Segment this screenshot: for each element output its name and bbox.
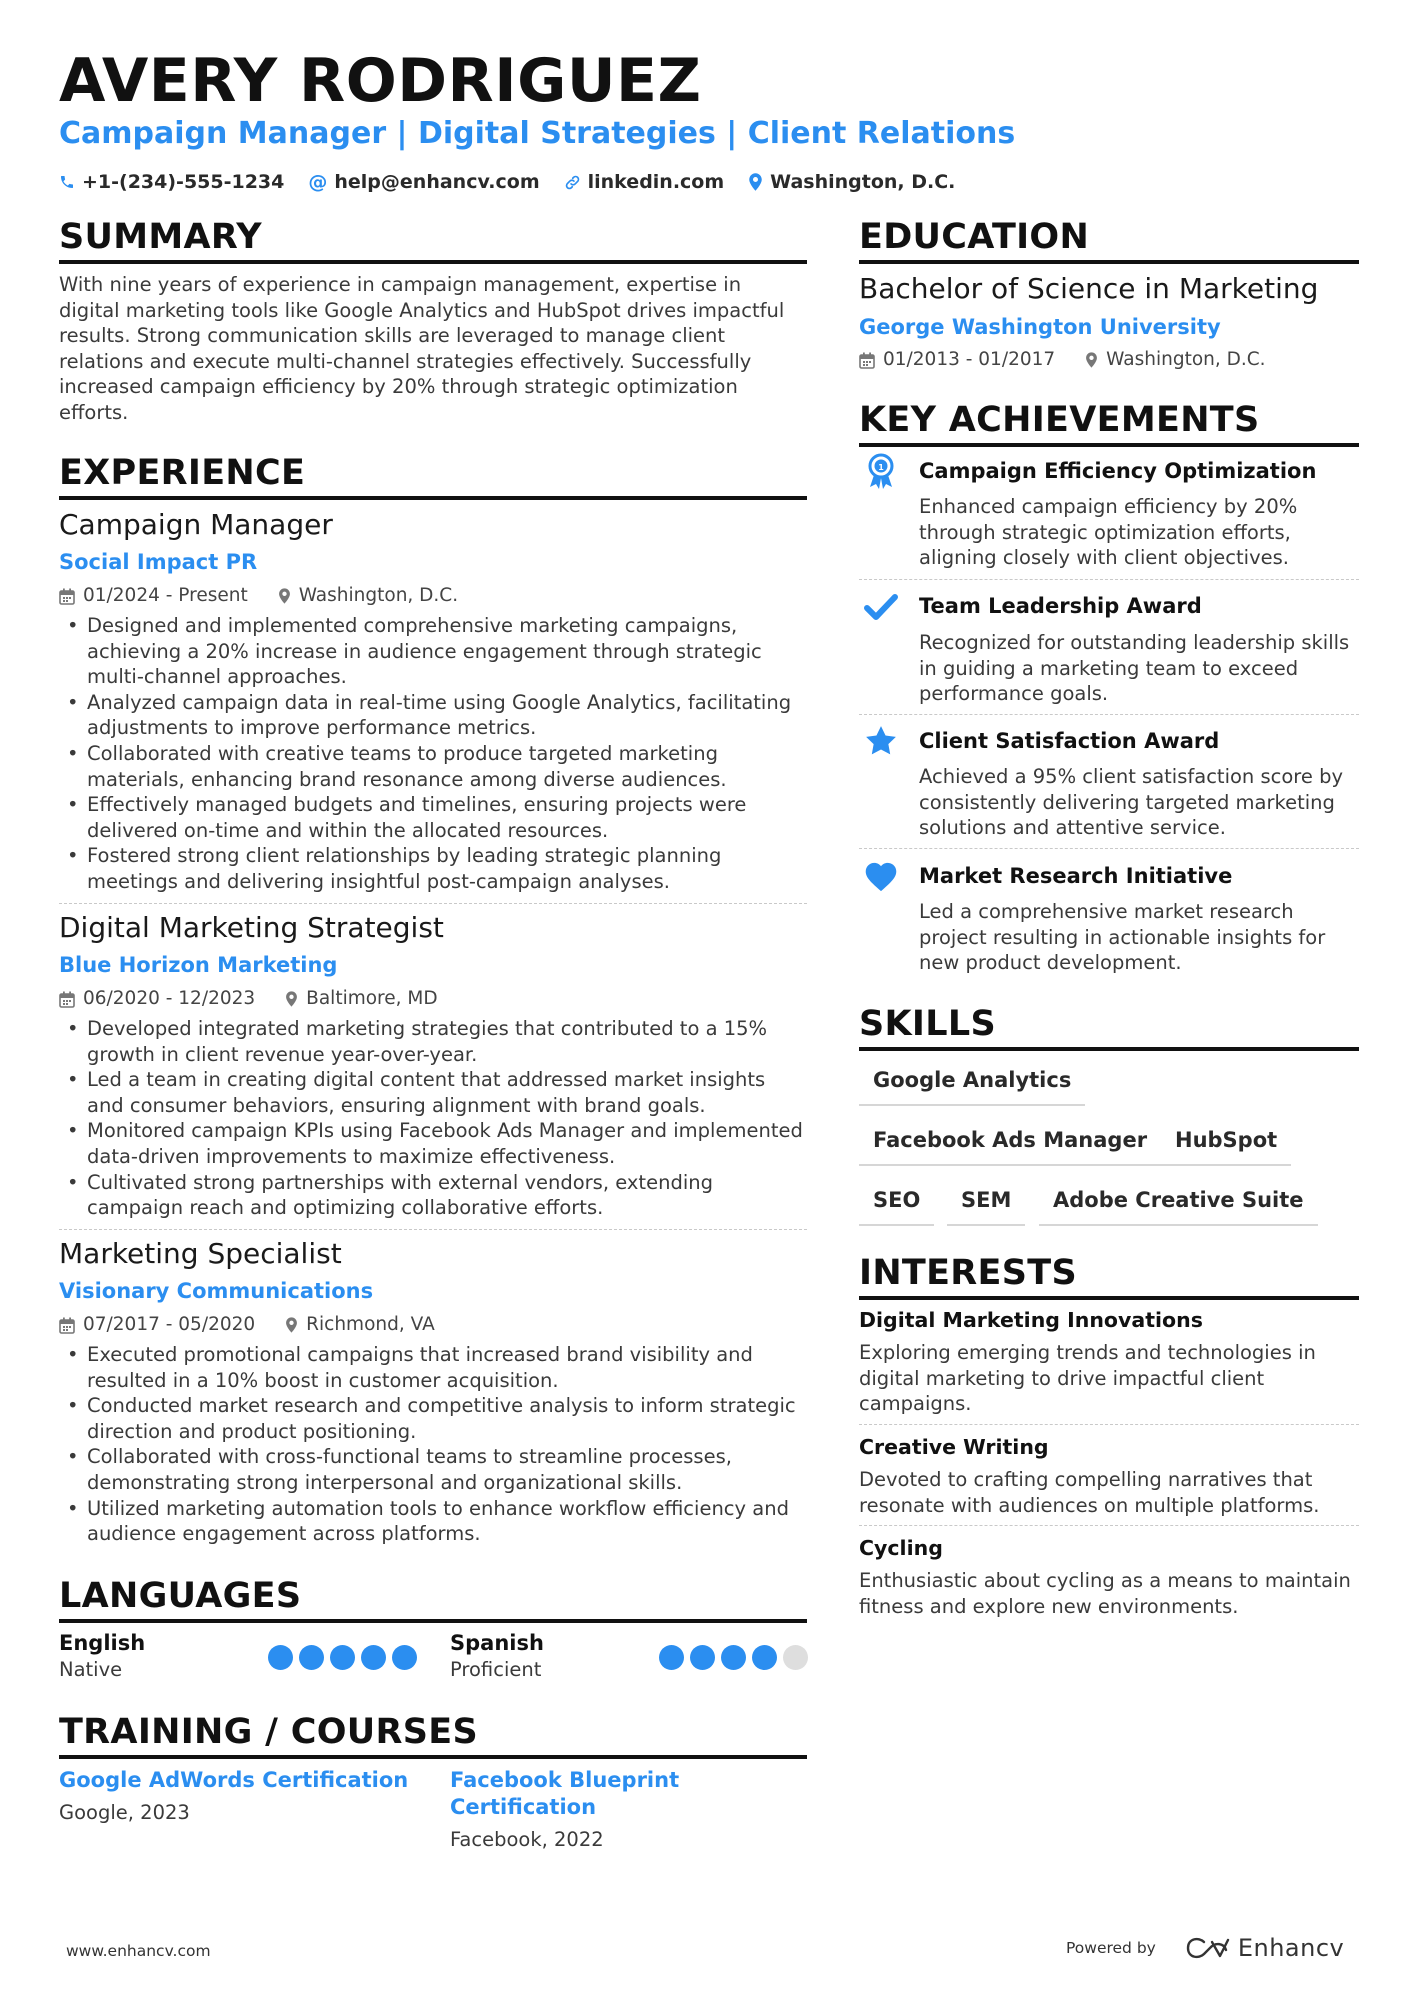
list-item: • Collaborated with cross-functional teams to streamline processes, demonstrating strong interpersonal and organizational skills. <box>59 1444 807 1495</box>
list-item: • Designed and implemented comprehensive marketing campaigns, achieving a 20% increase in audience engagement through strategic multi-channel approaches. <box>59 613 807 690</box>
job-company: Visionary Communications <box>59 1279 374 1303</box>
education-heading: EDUCATION <box>859 217 1090 257</box>
skills-rule <box>859 1047 1359 1051</box>
achievements-heading: KEY ACHIEVEMENTS <box>859 400 1260 440</box>
skill-tag: Facebook Ads Manager <box>859 1126 1161 1166</box>
job-meta <box>59 1313 807 1337</box>
job-bullets <box>59 1342 807 1547</box>
contact-linkedin-text: linkedin.com <box>587 171 725 193</box>
job-company: Social Impact PR <box>59 550 258 574</box>
list-item: • Conducted market research and competitive analysis to inform strategic direction and product positioning. <box>59 1393 807 1444</box>
award-ribbon-icon <box>863 453 899 489</box>
language-rating <box>659 1645 814 1670</box>
calendar-icon <box>59 991 75 1008</box>
job-meta <box>59 987 807 1011</box>
job-dates: 01/2024 - Present <box>83 585 248 606</box>
job-dates: 06/2020 - 12/2023 <box>83 988 256 1009</box>
achievements-rule <box>859 443 1359 447</box>
contact-email-text: help@enhancv.com <box>334 171 540 193</box>
divider <box>59 1229 807 1230</box>
calendar-icon <box>59 1317 75 1334</box>
location-icon <box>278 588 291 604</box>
rating-dot-filled <box>361 1645 386 1670</box>
candidate-name: AVERY RODRIGUEZ <box>59 46 702 116</box>
contact-location-text: Washington, D.C. <box>770 171 956 193</box>
list-item: • Collaborated with creative teams to produce targeted marketing materials, enhancing brand resonance among diverse audiences. <box>59 741 807 792</box>
interest-title: Creative Writing <box>859 1435 1049 1459</box>
language-level: Proficient <box>450 1658 542 1681</box>
summary-heading: SUMMARY <box>59 217 262 257</box>
checkmark-icon <box>863 590 899 626</box>
divider <box>859 848 1359 849</box>
rating-dot-filled <box>330 1645 355 1670</box>
rating-dot-filled <box>659 1645 684 1670</box>
job-bullets <box>59 613 807 895</box>
job-company: Blue Horizon Marketing <box>59 953 338 977</box>
location-icon <box>285 991 298 1007</box>
list-item: • Led a team in creating digital content that addressed market insights and consumer behaviors, ensuring alignment with brand goals. <box>59 1067 807 1118</box>
achievement-title: Team Leadership Award <box>919 594 1202 618</box>
contact-bar <box>59 168 979 196</box>
job-location: Baltimore, MD <box>306 988 438 1009</box>
skill-tag: Google Analytics <box>859 1066 1085 1106</box>
education-meta <box>859 348 1359 372</box>
job-meta <box>59 584 807 608</box>
job-location: Richmond, VA <box>306 1314 435 1335</box>
divider <box>859 714 1359 715</box>
language-name: Spanish <box>450 1631 544 1655</box>
achievement-title: Client Satisfaction Award <box>919 729 1220 753</box>
education-dates: 01/2013 - 01/2017 <box>883 349 1056 370</box>
education-location: Washington, D.C. <box>1106 349 1266 370</box>
achievement-desc: Led a comprehensive market research project resulting in actionable insights for new product development. <box>919 900 1326 975</box>
heart-icon <box>863 858 899 894</box>
interest-desc: Devoted to crafting compelling narratives that resonate with audiences on multiple platforms. <box>859 1468 1320 1517</box>
training-heading: TRAINING / COURSES <box>59 1712 478 1752</box>
divider <box>859 579 1359 580</box>
enhancv-logo-icon <box>1184 1936 1230 1960</box>
languages-rule <box>59 1619 807 1623</box>
course-meta: Google, 2023 <box>59 1801 190 1824</box>
course-name: Google AdWords Certification <box>59 1768 409 1792</box>
list-item: • Analyzed campaign data in real-time using Google Analytics, facilitating adjustments to improve performance metrics. <box>59 690 807 741</box>
education-school: George Washington University <box>859 315 1221 339</box>
list-item: • Developed integrated marketing strategies that contributed to a 15% growth in client revenue year-over-year. <box>59 1016 807 1067</box>
achievement-title: Market Research Initiative <box>919 864 1233 888</box>
contact-location <box>748 171 955 193</box>
interest-desc: Exploring emerging trends and technologies in digital marketing to drive impactful client campaigns. <box>859 1341 1316 1416</box>
job-title: Digital Marketing Strategist <box>59 911 444 944</box>
skill-tag: HubSpot <box>1161 1126 1291 1166</box>
list-item: • Monitored campaign KPIs using Facebook Ads Manager and implemented data-driven improvements to maximize effectiveness. <box>59 1118 807 1169</box>
achievement-desc: Recognized for outstanding leadership skills in guiding a marketing team to exceed performance goals. <box>919 631 1350 706</box>
language-rating <box>268 1645 423 1670</box>
interest-title: Digital Marketing Innovations <box>859 1308 1203 1332</box>
list-item: • Fostered strong client relationships by leading strategic planning meetings and delivering insightful post-campaign analyses. <box>59 843 807 894</box>
skill-tag: SEO <box>859 1186 934 1226</box>
divider <box>859 1424 1359 1425</box>
interests-rule <box>859 1296 1359 1300</box>
divider <box>59 903 807 904</box>
rating-dot-filled <box>268 1645 293 1670</box>
rating-dot-filled <box>690 1645 715 1670</box>
summary-rule <box>59 260 807 264</box>
education-rule <box>859 260 1359 264</box>
job-title: Marketing Specialist <box>59 1237 342 1270</box>
training-rule <box>59 1755 807 1759</box>
contact-email[interactable] <box>308 171 539 193</box>
footer-website[interactable]: www.enhancv.com <box>66 1942 211 1960</box>
list-item: • Cultivated strong partnerships with external vendors, extending campaign reach and optimizing collaborative efforts. <box>59 1170 807 1221</box>
job-title: Campaign Manager <box>59 508 333 541</box>
job-dates: 07/2017 - 05/2020 <box>83 1314 256 1335</box>
job-location: Washington, D.C. <box>298 585 459 606</box>
rating-dot-filled <box>752 1645 777 1670</box>
link-icon <box>564 174 581 191</box>
candidate-tagline: Campaign Manager | Digital Strategies | Client Relations <box>59 116 1016 151</box>
skills-heading: SKILLS <box>859 1004 996 1044</box>
location-icon <box>285 1317 298 1333</box>
list-item: • Executed promotional campaigns that increased brand visibility and resulted in a 10% boost in customer acquisition. <box>59 1342 807 1393</box>
achievement-desc: Enhanced campaign efficiency by 20% through strategic optimization efforts, aligning closely with client objectives. <box>919 495 1298 570</box>
education-degree: Bachelor of Science in Marketing <box>859 272 1319 305</box>
contact-phone[interactable] <box>59 171 284 193</box>
contact-linkedin[interactable] <box>564 171 725 193</box>
location-icon <box>748 173 763 191</box>
contact-phone-text: +1-(234)-555-1234 <box>82 171 285 193</box>
enhancv-brand: Enhancv <box>1237 1934 1345 1962</box>
star-icon <box>863 723 899 759</box>
list-item: • Utilized marketing automation tools to enhance workflow efficiency and audience engagement across platforms. <box>59 1496 807 1547</box>
powered-by-label: Powered by <box>1066 1939 1156 1957</box>
experience-rule <box>59 496 807 500</box>
language-name: English <box>59 1631 146 1655</box>
divider <box>859 1525 1359 1526</box>
interests-heading: INTERESTS <box>859 1253 1077 1293</box>
achievement-desc: Achieved a 95% client satisfaction score by consistently delivering targeted marketing solutions and attentive service. <box>919 765 1343 840</box>
list-item: • Effectively managed budgets and timelines, ensuring projects were delivered on-time and within the allocated resources. <box>59 792 807 843</box>
at-icon: @ <box>308 171 328 193</box>
course-name: Facebook Blueprint Certification <box>450 1768 680 1819</box>
achievement-title: Campaign Efficiency Optimization <box>919 459 1317 483</box>
phone-icon <box>59 174 75 190</box>
svg-text:1: 1 <box>878 463 884 472</box>
footer-branding[interactable] <box>1066 1934 1344 1962</box>
rating-dot-filled <box>392 1645 417 1670</box>
summary-text: With nine years of experience in campaign management, expertise in digital marketing tools like Google Analytics and HubSpot drives impactful results. Strong communication skills are leveraged to manage client relations and execute multi-channel strategies effectively. Successfully increased campaign efficiency by 20% through strategic optimization efforts. <box>59 273 785 424</box>
skill-tag: Adobe Creative Suite <box>1039 1186 1318 1226</box>
interest-desc: Enthusiastic about cycling as a means to maintain fitness and explore new environments. <box>859 1569 1351 1618</box>
calendar-icon <box>859 352 875 369</box>
skill-tag: SEM <box>947 1186 1025 1226</box>
rating-dot-filled <box>721 1645 746 1670</box>
course-meta: Facebook, 2022 <box>450 1828 604 1851</box>
rating-dot-filled <box>299 1645 324 1670</box>
interest-title: Cycling <box>859 1536 943 1560</box>
location-icon <box>1085 352 1098 368</box>
rating-dot-empty <box>783 1645 808 1670</box>
language-level: Native <box>59 1658 123 1681</box>
job-bullets <box>59 1016 807 1221</box>
languages-heading: LANGUAGES <box>59 1576 302 1616</box>
calendar-icon <box>59 588 75 605</box>
experience-heading: EXPERIENCE <box>59 453 306 493</box>
